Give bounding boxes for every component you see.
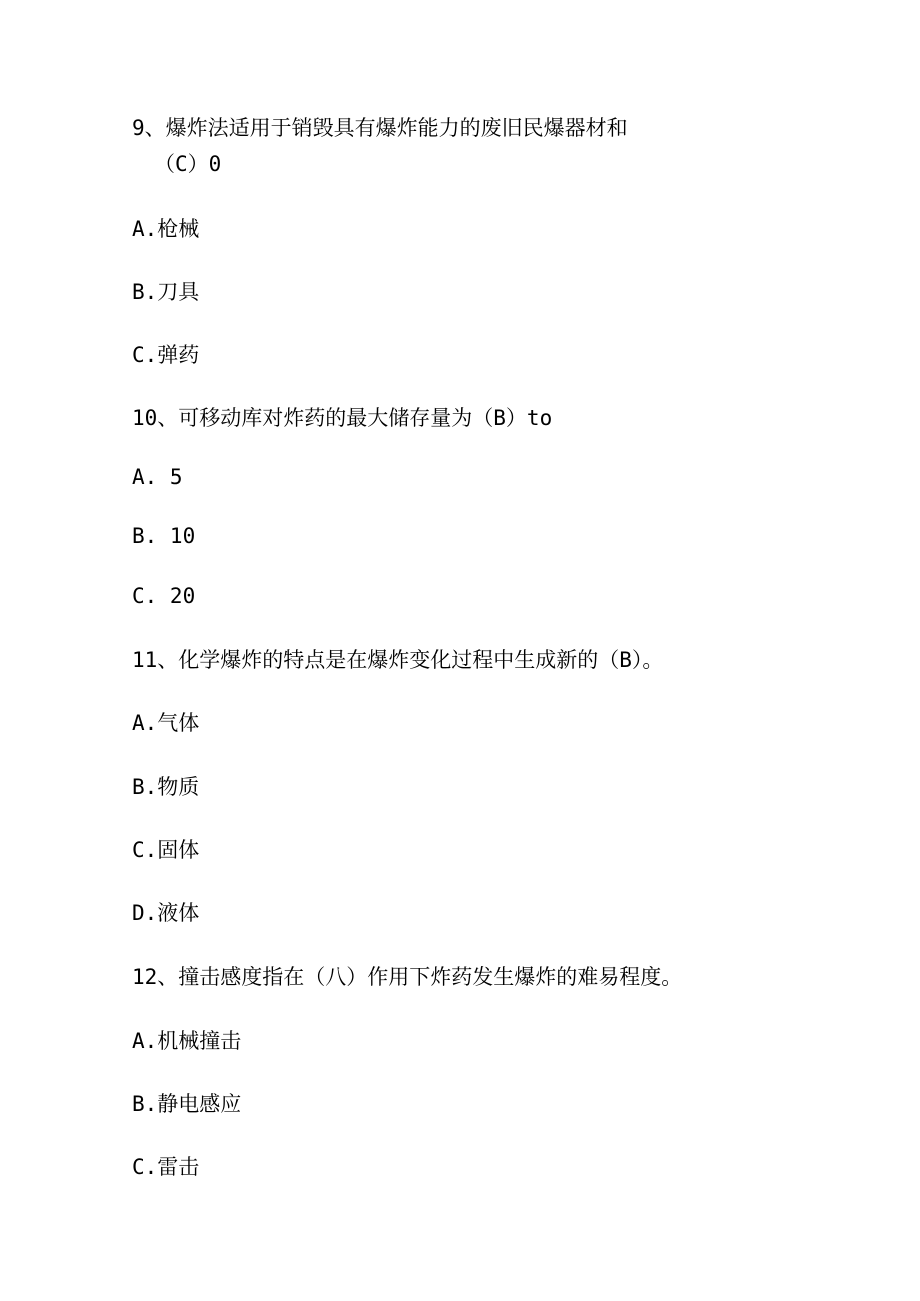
question-10-option-b: B. 10	[132, 524, 196, 548]
question-11-option-d: D.液体	[132, 901, 200, 925]
question-9-option-b: B.刀具	[132, 280, 200, 304]
question-12-option-c: C.雷击	[132, 1155, 200, 1179]
question-12-stem: 12、撞击感度指在（八）作用下炸药发生爆炸的难易程度。	[132, 965, 683, 989]
question-9-stem-continuation: （C）0	[154, 152, 222, 176]
question-11-option-b: B.物质	[132, 775, 200, 799]
question-9-stem: 9、爆炸法适用于销毁具有爆炸能力的废旧民爆器材和	[132, 116, 628, 140]
question-11-option-a: A.气体	[132, 711, 200, 735]
question-10-option-c: C. 20	[132, 584, 196, 608]
question-12-option-b: B.静电感应	[132, 1092, 242, 1116]
question-11-stem: 11、化学爆炸的特点是在爆炸变化过程中生成新的（B）。	[132, 648, 664, 672]
question-9-option-a: A.枪械	[132, 217, 200, 241]
question-9-option-c: C.弹药	[132, 343, 200, 367]
question-11-option-c: C.固体	[132, 838, 200, 862]
question-12-option-a: A.机械撞击	[132, 1029, 242, 1053]
question-10-stem: 10、可移动库对炸药的最大储存量为（B）to	[132, 406, 553, 430]
question-10-option-a: A. 5	[132, 465, 183, 489]
